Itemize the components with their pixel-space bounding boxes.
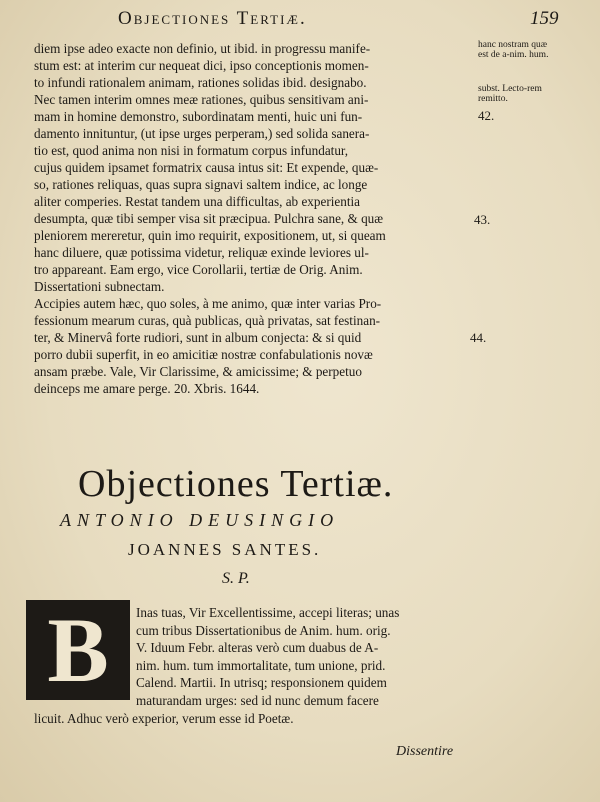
author-name: JOANNES SANTES. xyxy=(128,540,322,559)
text-line: hanc diluere, quæ potissima videtur, reliquæ exinde leviores ul- xyxy=(34,245,369,260)
text-line: maturandam urges: sed id nunc demum facere xyxy=(136,692,379,708)
text-line: tro appareant. Eam ergo, vice Corollarii, tertiæ de Orig. Anim. xyxy=(34,262,363,277)
text-line: nim. hum. tum immortalitate, tum unione, prid. xyxy=(136,657,386,673)
salutation: S. P. xyxy=(222,570,250,587)
text-line: porro dubii superfit, in eo amicitiæ nostræ confabulationis novæ xyxy=(34,347,373,362)
text-line: diem ipse adeo exacte non definio, ut ibid. in progressu manife- xyxy=(34,41,371,56)
text-line: ansam præbe. Vale, Vir Clarissime, & amicissime; & perpetuo xyxy=(34,364,362,379)
text-line: Nec tamen interim omnes meæ rationes, quibus sensitivam ani- xyxy=(34,92,369,107)
running-head: Objectiones Tertiæ. xyxy=(118,8,307,29)
text-line: tio est, quod anima non nisi in formatum corpus infundatur, xyxy=(34,143,349,158)
text-line: licuit. Adhuc verò experior, verum esse id Poetæ. xyxy=(34,710,294,726)
text-line: Calend. Martii. In utrisq; responsionem quidem xyxy=(136,675,387,691)
margin-number: 43. xyxy=(474,212,491,227)
text-line: pleniorem mereretur, quin imo requirit, expositionem, ut, si queam xyxy=(34,228,386,243)
text-line: Inas tuas, Vir Excellentissime, accepi literas; unas xyxy=(136,605,400,620)
text-line: deinceps me amare perge. 20. Xbris. 1644. xyxy=(34,381,260,396)
text-line: to infundi rationalem animam, rationes solidas ibid. designabo. xyxy=(34,75,367,90)
margin-number: 44. xyxy=(470,330,487,345)
catchword: Dissentire xyxy=(396,744,454,759)
text-line: desumpta, quæ tibi semper visa sit præcipua. Pulchra sane, & quæ xyxy=(34,211,384,226)
initial-letter: B xyxy=(47,599,109,701)
text-line: cujus quidem ipsamet formatrix causa intus sit: Et expende, quæ- xyxy=(34,160,379,175)
margin-number: 42. xyxy=(478,108,495,123)
letter-text xyxy=(34,599,464,727)
body-text xyxy=(34,40,464,397)
text-line: ter, & Minervâ forte rudiori, sunt in album conjecta: & si quid xyxy=(34,330,362,345)
text-line: fessionum mearum curas, quà publicas, quà privatas, sat festinan- xyxy=(34,313,381,328)
text-line: Dissertationi subnectam. xyxy=(34,279,165,294)
page-number: 159 xyxy=(530,8,559,29)
margin-note: subst. Lecto-rem remitto. xyxy=(478,84,542,104)
margin-note: hanc nostram quæ est de a-nim. hum. xyxy=(478,40,549,60)
text-line: so, rationes reliquas, quas supra signavi saltem indice, ac longe xyxy=(34,177,368,192)
text-line: damento innituntur, (ut ipse urges perperam,) sed solida sanera- xyxy=(34,126,370,141)
text-line: aliter comperies. Restat tandem una difficultas, ab experientia xyxy=(34,194,361,209)
text-line: Accipies autem hæc, quo soles, à me animo, quæ inter varias Pro- xyxy=(34,296,382,311)
text-line: mam in homine demonstro, subordinatam menti, huic uni fun- xyxy=(34,109,363,124)
section-title: Objectiones Tertiæ. xyxy=(78,463,394,505)
text-line: cum tribus Dissertationibus de Anim. hum. orig. xyxy=(136,622,391,638)
addressee: ANTONIO DEUSINGIO xyxy=(60,510,340,530)
text-line: V. Iduum Febr. alteras verò cum duabus de A- xyxy=(136,640,379,656)
text-line: stum est: at interim cur nequeat dici, ipso conceptionis momen- xyxy=(34,58,369,73)
